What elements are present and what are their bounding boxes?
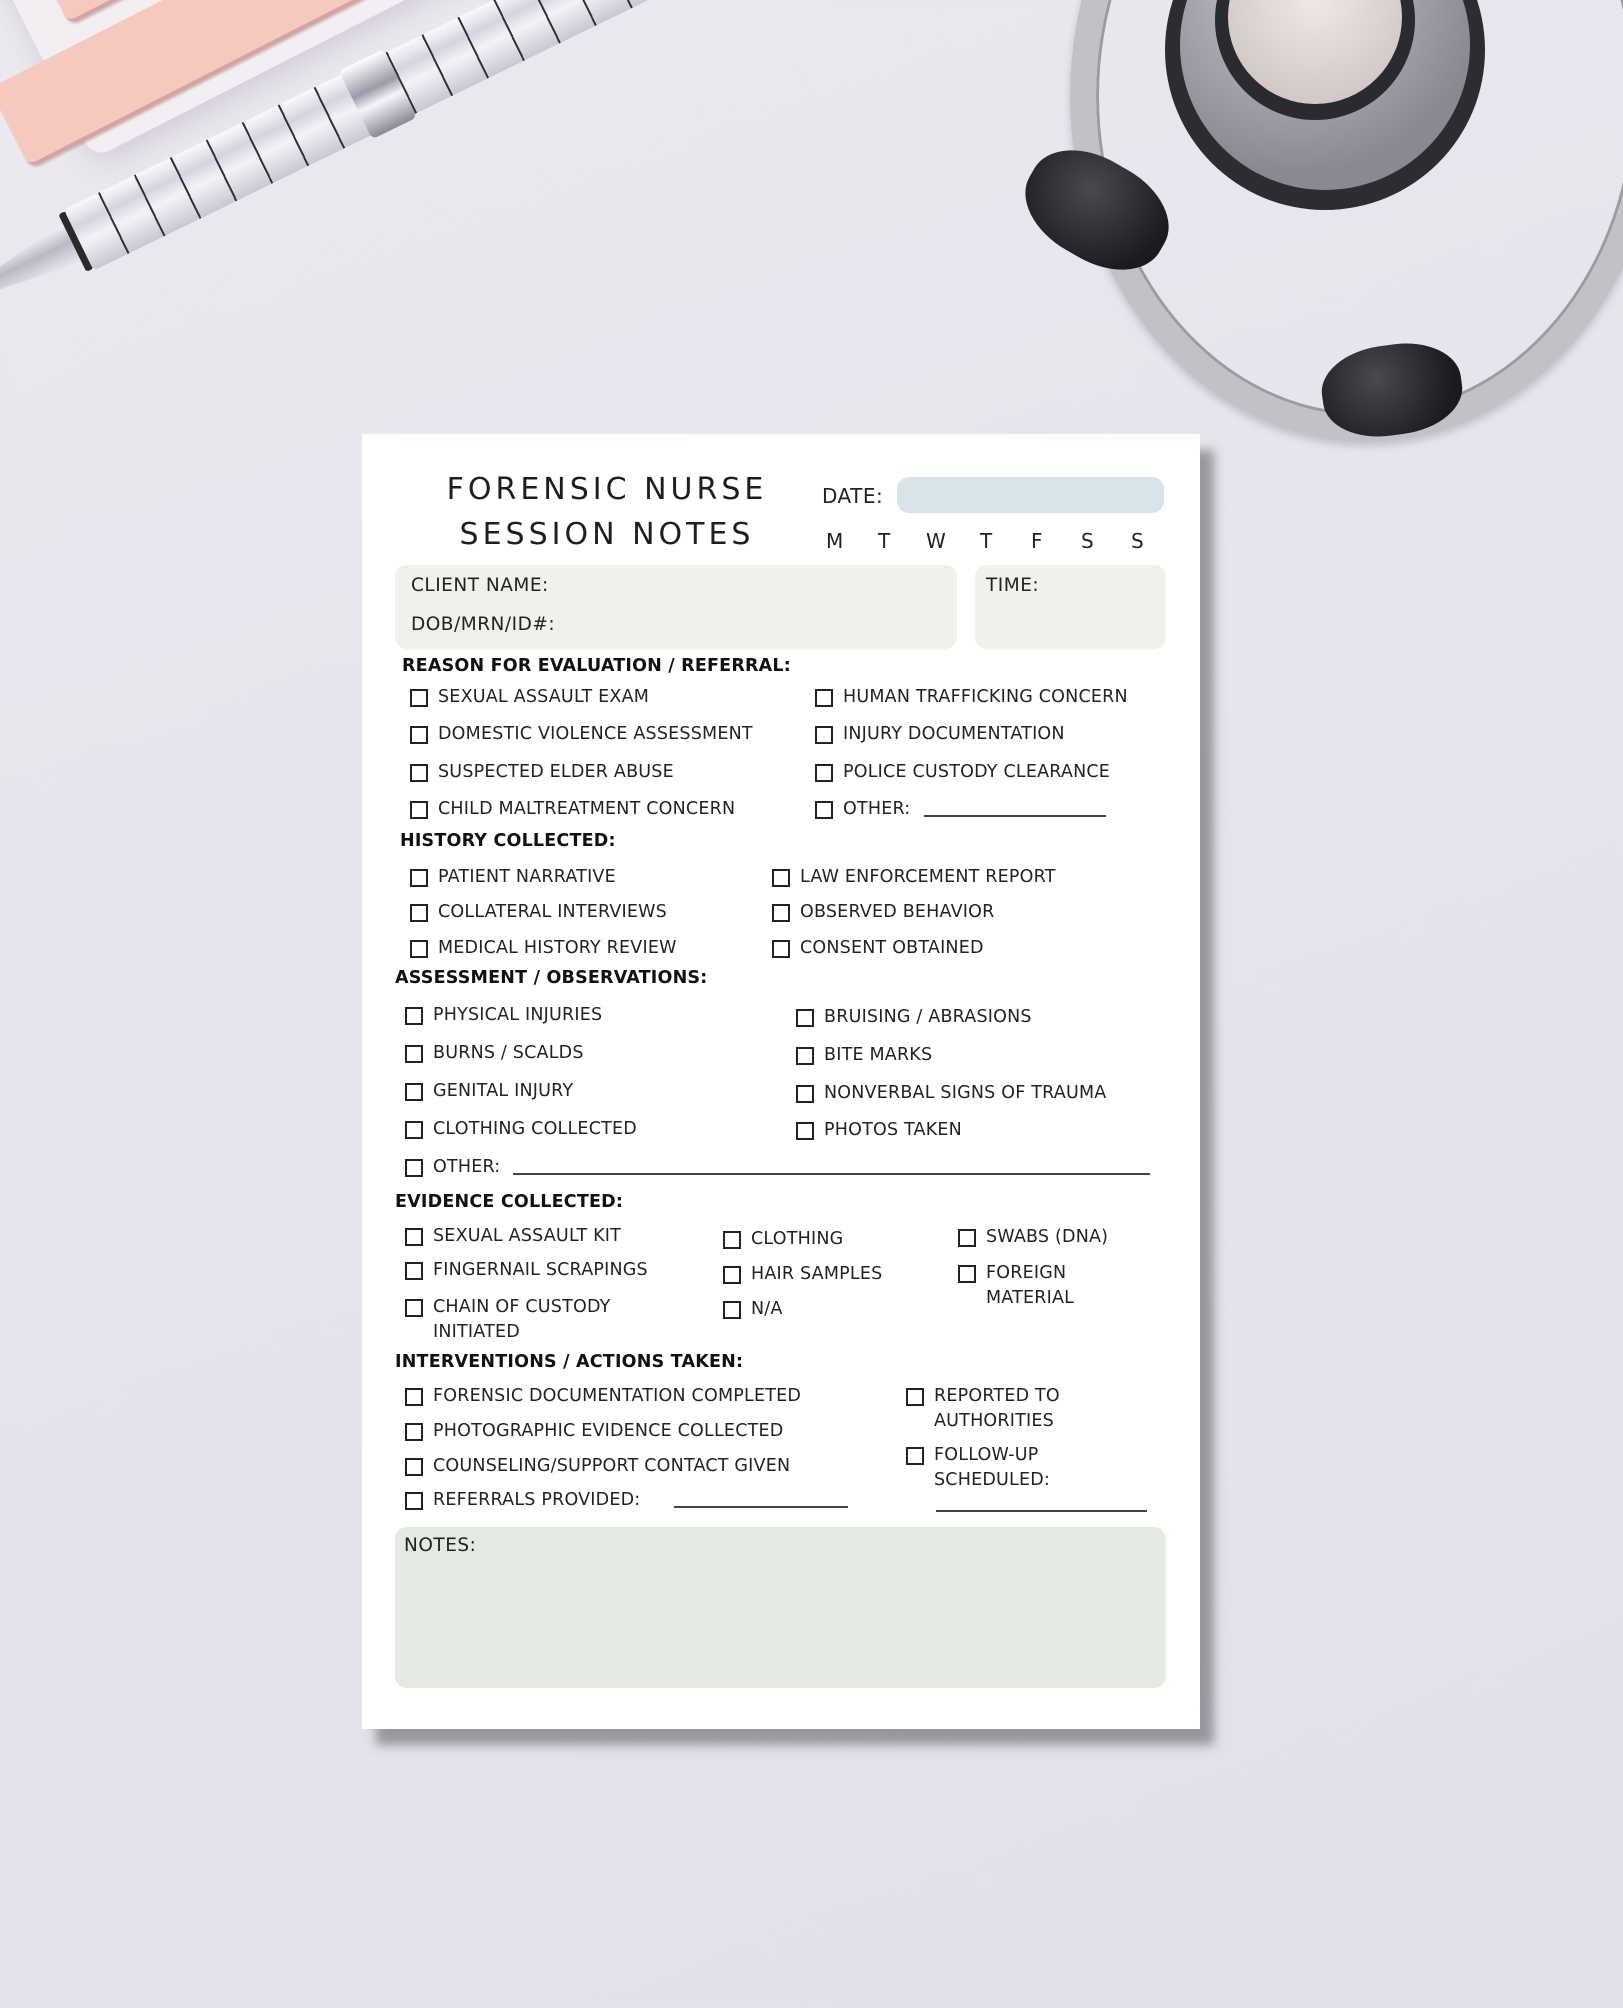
dob-mrn-id-label: DOB/MRN/ID#: xyxy=(411,614,556,635)
checkbox-referrals-provided[interactable]: REFERRALS PROVIDED: xyxy=(405,1491,640,1513)
assessment-other-input-line[interactable] xyxy=(513,1173,1150,1175)
checkbox-icon[interactable] xyxy=(410,801,428,819)
checkbox-icon[interactable] xyxy=(723,1266,741,1284)
checkbox-domestic-violence[interactable]: DOMESTIC VIOLENCE ASSESSMENT xyxy=(410,725,753,747)
date-field[interactable] xyxy=(897,477,1164,513)
checkbox-icon[interactable] xyxy=(405,1423,423,1441)
checkbox-icon[interactable] xyxy=(405,1228,423,1246)
time-label: TIME: xyxy=(986,575,1040,596)
checkbox-burns-scalds[interactable]: BURNS / SCALDS xyxy=(405,1044,584,1066)
weekday-sunday[interactable]: S xyxy=(1131,529,1144,553)
notes-box[interactable] xyxy=(395,1527,1166,1688)
weekday-saturday[interactable]: S xyxy=(1081,529,1094,553)
checkbox-icon[interactable] xyxy=(410,726,428,744)
checkbox-bruising-abrasions[interactable]: BRUISING / ABRASIONS xyxy=(796,1008,1032,1030)
date-label: DATE: xyxy=(822,484,884,508)
checkbox-icon[interactable] xyxy=(405,1262,423,1280)
follow-up-input-line[interactable] xyxy=(936,1510,1147,1512)
checkbox-forensic-documentation[interactable]: FORENSIC DOCUMENTATION COMPLETED xyxy=(405,1387,801,1409)
checkbox-swabs-dna[interactable]: SWABS (DNA) xyxy=(958,1228,1108,1250)
checkbox-police-custody[interactable]: POLICE CUSTODY CLEARANCE xyxy=(815,763,1110,785)
notes-label: NOTES: xyxy=(404,1535,477,1556)
checkbox-icon[interactable] xyxy=(410,940,428,958)
checkbox-icon[interactable] xyxy=(796,1047,814,1065)
checkbox-photographic-evidence[interactable]: PHOTOGRAPHIC EVIDENCE COLLECTED xyxy=(405,1422,783,1444)
checkbox-icon[interactable] xyxy=(405,1045,423,1063)
checkbox-icon[interactable] xyxy=(410,904,428,922)
referrals-input-line[interactable] xyxy=(674,1506,848,1508)
checkbox-collateral-interviews[interactable]: COLLATERAL INTERVIEWS xyxy=(410,903,667,925)
form-title-line2: SESSION NOTES xyxy=(459,517,755,552)
checkbox-icon[interactable] xyxy=(796,1009,814,1027)
checkbox-assessment-other[interactable]: OTHER: xyxy=(405,1158,500,1180)
weekday-monday[interactable]: M xyxy=(826,529,844,553)
checkbox-consent-obtained[interactable]: CONSENT OBTAINED xyxy=(772,939,984,961)
checkbox-icon[interactable] xyxy=(958,1229,976,1247)
checkbox-icon[interactable] xyxy=(405,1492,423,1510)
checkbox-patient-narrative[interactable]: PATIENT NARRATIVE xyxy=(410,868,616,890)
checkbox-icon[interactable] xyxy=(958,1265,976,1283)
time-field[interactable] xyxy=(975,565,1166,649)
checkbox-icon[interactable] xyxy=(815,801,833,819)
checkbox-icon[interactable] xyxy=(815,726,833,744)
section-heading-reason: REASON FOR EVALUATION / REFERRAL: xyxy=(402,656,791,676)
checkbox-clothing[interactable]: CLOTHING xyxy=(723,1230,843,1252)
checkbox-icon[interactable] xyxy=(906,1447,924,1465)
checkbox-icon[interactable] xyxy=(405,1121,423,1139)
checkbox-sexual-assault-kit[interactable]: SEXUAL ASSAULT KIT xyxy=(405,1227,621,1249)
checkbox-icon[interactable] xyxy=(772,940,790,958)
checkbox-foreign-material[interactable]: FOREIGN MATERIAL xyxy=(958,1264,1074,1311)
checkbox-follow-up-scheduled[interactable]: FOLLOW-UP SCHEDULED: xyxy=(906,1446,1050,1493)
weekday-tuesday[interactable]: T xyxy=(878,529,891,553)
checkbox-medical-history[interactable]: MEDICAL HISTORY REVIEW xyxy=(410,939,677,961)
checkbox-icon[interactable] xyxy=(405,1388,423,1406)
checkbox-icon[interactable] xyxy=(723,1301,741,1319)
checkbox-hair-samples[interactable]: HAIR SAMPLES xyxy=(723,1265,882,1287)
checkbox-icon[interactable] xyxy=(410,764,428,782)
checkbox-icon[interactable] xyxy=(405,1458,423,1476)
checkbox-icon[interactable] xyxy=(815,689,833,707)
checkbox-evidence-na[interactable]: N/A xyxy=(723,1300,783,1322)
checkbox-physical-injuries[interactable]: PHYSICAL INJURIES xyxy=(405,1006,602,1028)
checkbox-elder-abuse[interactable]: SUSPECTED ELDER ABUSE xyxy=(410,763,674,785)
checkbox-law-enforcement-report[interactable]: LAW ENFORCEMENT REPORT xyxy=(772,868,1056,890)
checkbox-clothing-collected[interactable]: CLOTHING COLLECTED xyxy=(405,1120,637,1142)
section-heading-assessment: ASSESSMENT / OBSERVATIONS: xyxy=(395,968,708,988)
section-heading-evidence: EVIDENCE COLLECTED: xyxy=(395,1192,624,1212)
checkbox-reported-to-authorities[interactable]: REPORTED TO AUTHORITIES xyxy=(906,1387,1060,1434)
checkbox-icon[interactable] xyxy=(405,1299,423,1317)
checkbox-icon[interactable] xyxy=(772,904,790,922)
reason-other-input-line[interactable] xyxy=(924,815,1106,817)
checkbox-fingernail-scrapings[interactable]: FINGERNAIL SCRAPINGS xyxy=(405,1261,648,1283)
form-title-line1: FORENSIC NURSE xyxy=(446,472,768,507)
checkbox-counseling-support[interactable]: COUNSELING/SUPPORT CONTACT GIVEN xyxy=(405,1457,790,1479)
client-name-label: CLIENT NAME: xyxy=(411,575,549,596)
checkbox-icon[interactable] xyxy=(405,1007,423,1025)
checkbox-icon[interactable] xyxy=(405,1159,423,1177)
checkbox-icon[interactable] xyxy=(405,1083,423,1101)
section-heading-history: HISTORY COLLECTED: xyxy=(400,831,616,851)
checkbox-photos-taken[interactable]: PHOTOS TAKEN xyxy=(796,1121,962,1143)
checkbox-nonverbal-trauma[interactable]: NONVERBAL SIGNS OF TRAUMA xyxy=(796,1084,1106,1106)
checkbox-icon[interactable] xyxy=(815,764,833,782)
checkbox-icon[interactable] xyxy=(410,689,428,707)
checkbox-chain-of-custody[interactable]: CHAIN OF CUSTODY INITIATED xyxy=(405,1298,611,1345)
session-notes-sheet xyxy=(362,434,1200,1729)
checkbox-icon[interactable] xyxy=(723,1231,741,1249)
checkbox-injury-documentation[interactable]: INJURY DOCUMENTATION xyxy=(815,725,1065,747)
checkbox-icon[interactable] xyxy=(796,1122,814,1140)
checkbox-icon[interactable] xyxy=(906,1388,924,1406)
client-info-box[interactable] xyxy=(395,565,957,649)
section-heading-interventions: INTERVENTIONS / ACTIONS TAKEN: xyxy=(395,1352,744,1372)
checkbox-icon[interactable] xyxy=(796,1085,814,1103)
weekday-thursday[interactable]: T xyxy=(980,529,993,553)
checkbox-child-maltreatment[interactable]: CHILD MALTREATMENT CONCERN xyxy=(410,800,735,822)
weekday-friday[interactable]: F xyxy=(1031,529,1043,553)
checkbox-reason-other[interactable]: OTHER: xyxy=(815,800,910,822)
weekday-wednesday[interactable]: W xyxy=(926,529,946,553)
checkbox-observed-behavior[interactable]: OBSERVED BEHAVIOR xyxy=(772,903,994,925)
checkbox-sexual-assault-exam[interactable]: SEXUAL ASSAULT EXAM xyxy=(410,688,649,710)
checkbox-genital-injury[interactable]: GENITAL INJURY xyxy=(405,1082,573,1104)
checkbox-bite-marks[interactable]: BITE MARKS xyxy=(796,1046,932,1068)
checkbox-human-trafficking[interactable]: HUMAN TRAFFICKING CONCERN xyxy=(815,688,1128,710)
checkbox-icon[interactable] xyxy=(410,869,428,887)
checkbox-icon[interactable] xyxy=(772,869,790,887)
